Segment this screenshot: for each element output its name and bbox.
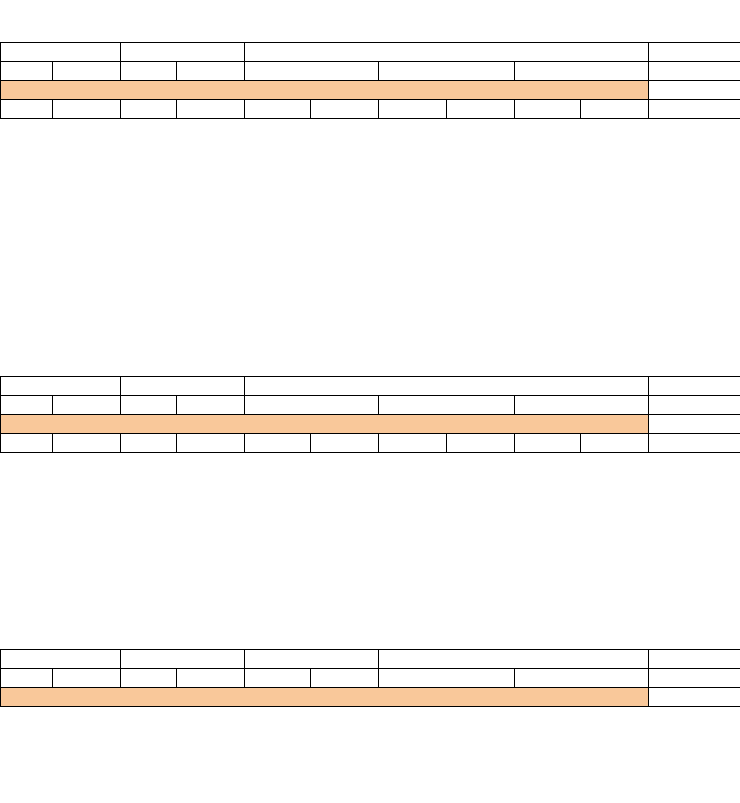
north-h-note: [649, 650, 740, 669]
sz-h-load: [1, 377, 121, 396]
north-h-sail: [245, 650, 379, 669]
sz-holiday: [1, 415, 649, 434]
sz-holiday-row: [1, 415, 740, 434]
gz-h-kaohsiung: [515, 62, 649, 81]
gz-h-cutoff: [121, 43, 245, 62]
gz-h-date1: [1, 62, 53, 81]
gz-h-note: [649, 43, 740, 62]
sz-h-cutoff: [121, 377, 245, 396]
gz-h-keelung: [245, 62, 379, 81]
gz-h-date2: [121, 62, 177, 81]
north-table: [0, 649, 740, 707]
north-h-arrive: [379, 650, 649, 669]
sz-h-wk1: [53, 396, 121, 415]
north-header-2: [1, 669, 740, 688]
north-h-date2: [121, 669, 177, 688]
sz-h-arrive: [245, 377, 649, 396]
gz-h-load: [1, 43, 121, 62]
gz-h-wk1: [53, 62, 121, 81]
north-h-kaohsiung: [515, 669, 649, 688]
north-h-taichung: [379, 669, 515, 688]
sz-h-note: [649, 377, 740, 396]
gz-h-arrive: [245, 43, 649, 62]
north-h-wk1: [53, 669, 121, 688]
sz-h-date2: [121, 396, 177, 415]
sz-h-kaohsiung: [515, 396, 649, 415]
north-h-wk2: [177, 669, 245, 688]
gz-blank-row: [1, 100, 740, 119]
sz-header-1: [1, 377, 740, 396]
sz-table: [0, 376, 740, 453]
north-holiday-row: [1, 688, 740, 707]
north-holiday: [1, 688, 649, 707]
sz-h-wk2: [177, 396, 245, 415]
gz-holiday-row: [1, 81, 740, 100]
north-header-1: [1, 650, 740, 669]
gz-header-1: [1, 43, 740, 62]
gz-header-2: [1, 62, 740, 81]
gz-h-taichung: [379, 62, 515, 81]
sz-h-keelung: [245, 396, 379, 415]
sz-blank-row: [1, 434, 740, 453]
sz-h-date1: [1, 396, 53, 415]
north-h-date1: [1, 669, 53, 688]
sz-header-2: [1, 396, 740, 415]
north-h-load: [1, 650, 121, 669]
sz-h-taichung: [379, 396, 515, 415]
gz-h-wk2: [177, 62, 245, 81]
north-h-cutoff: [121, 650, 245, 669]
gz-holiday: [1, 81, 649, 100]
gz-table: [0, 42, 740, 119]
